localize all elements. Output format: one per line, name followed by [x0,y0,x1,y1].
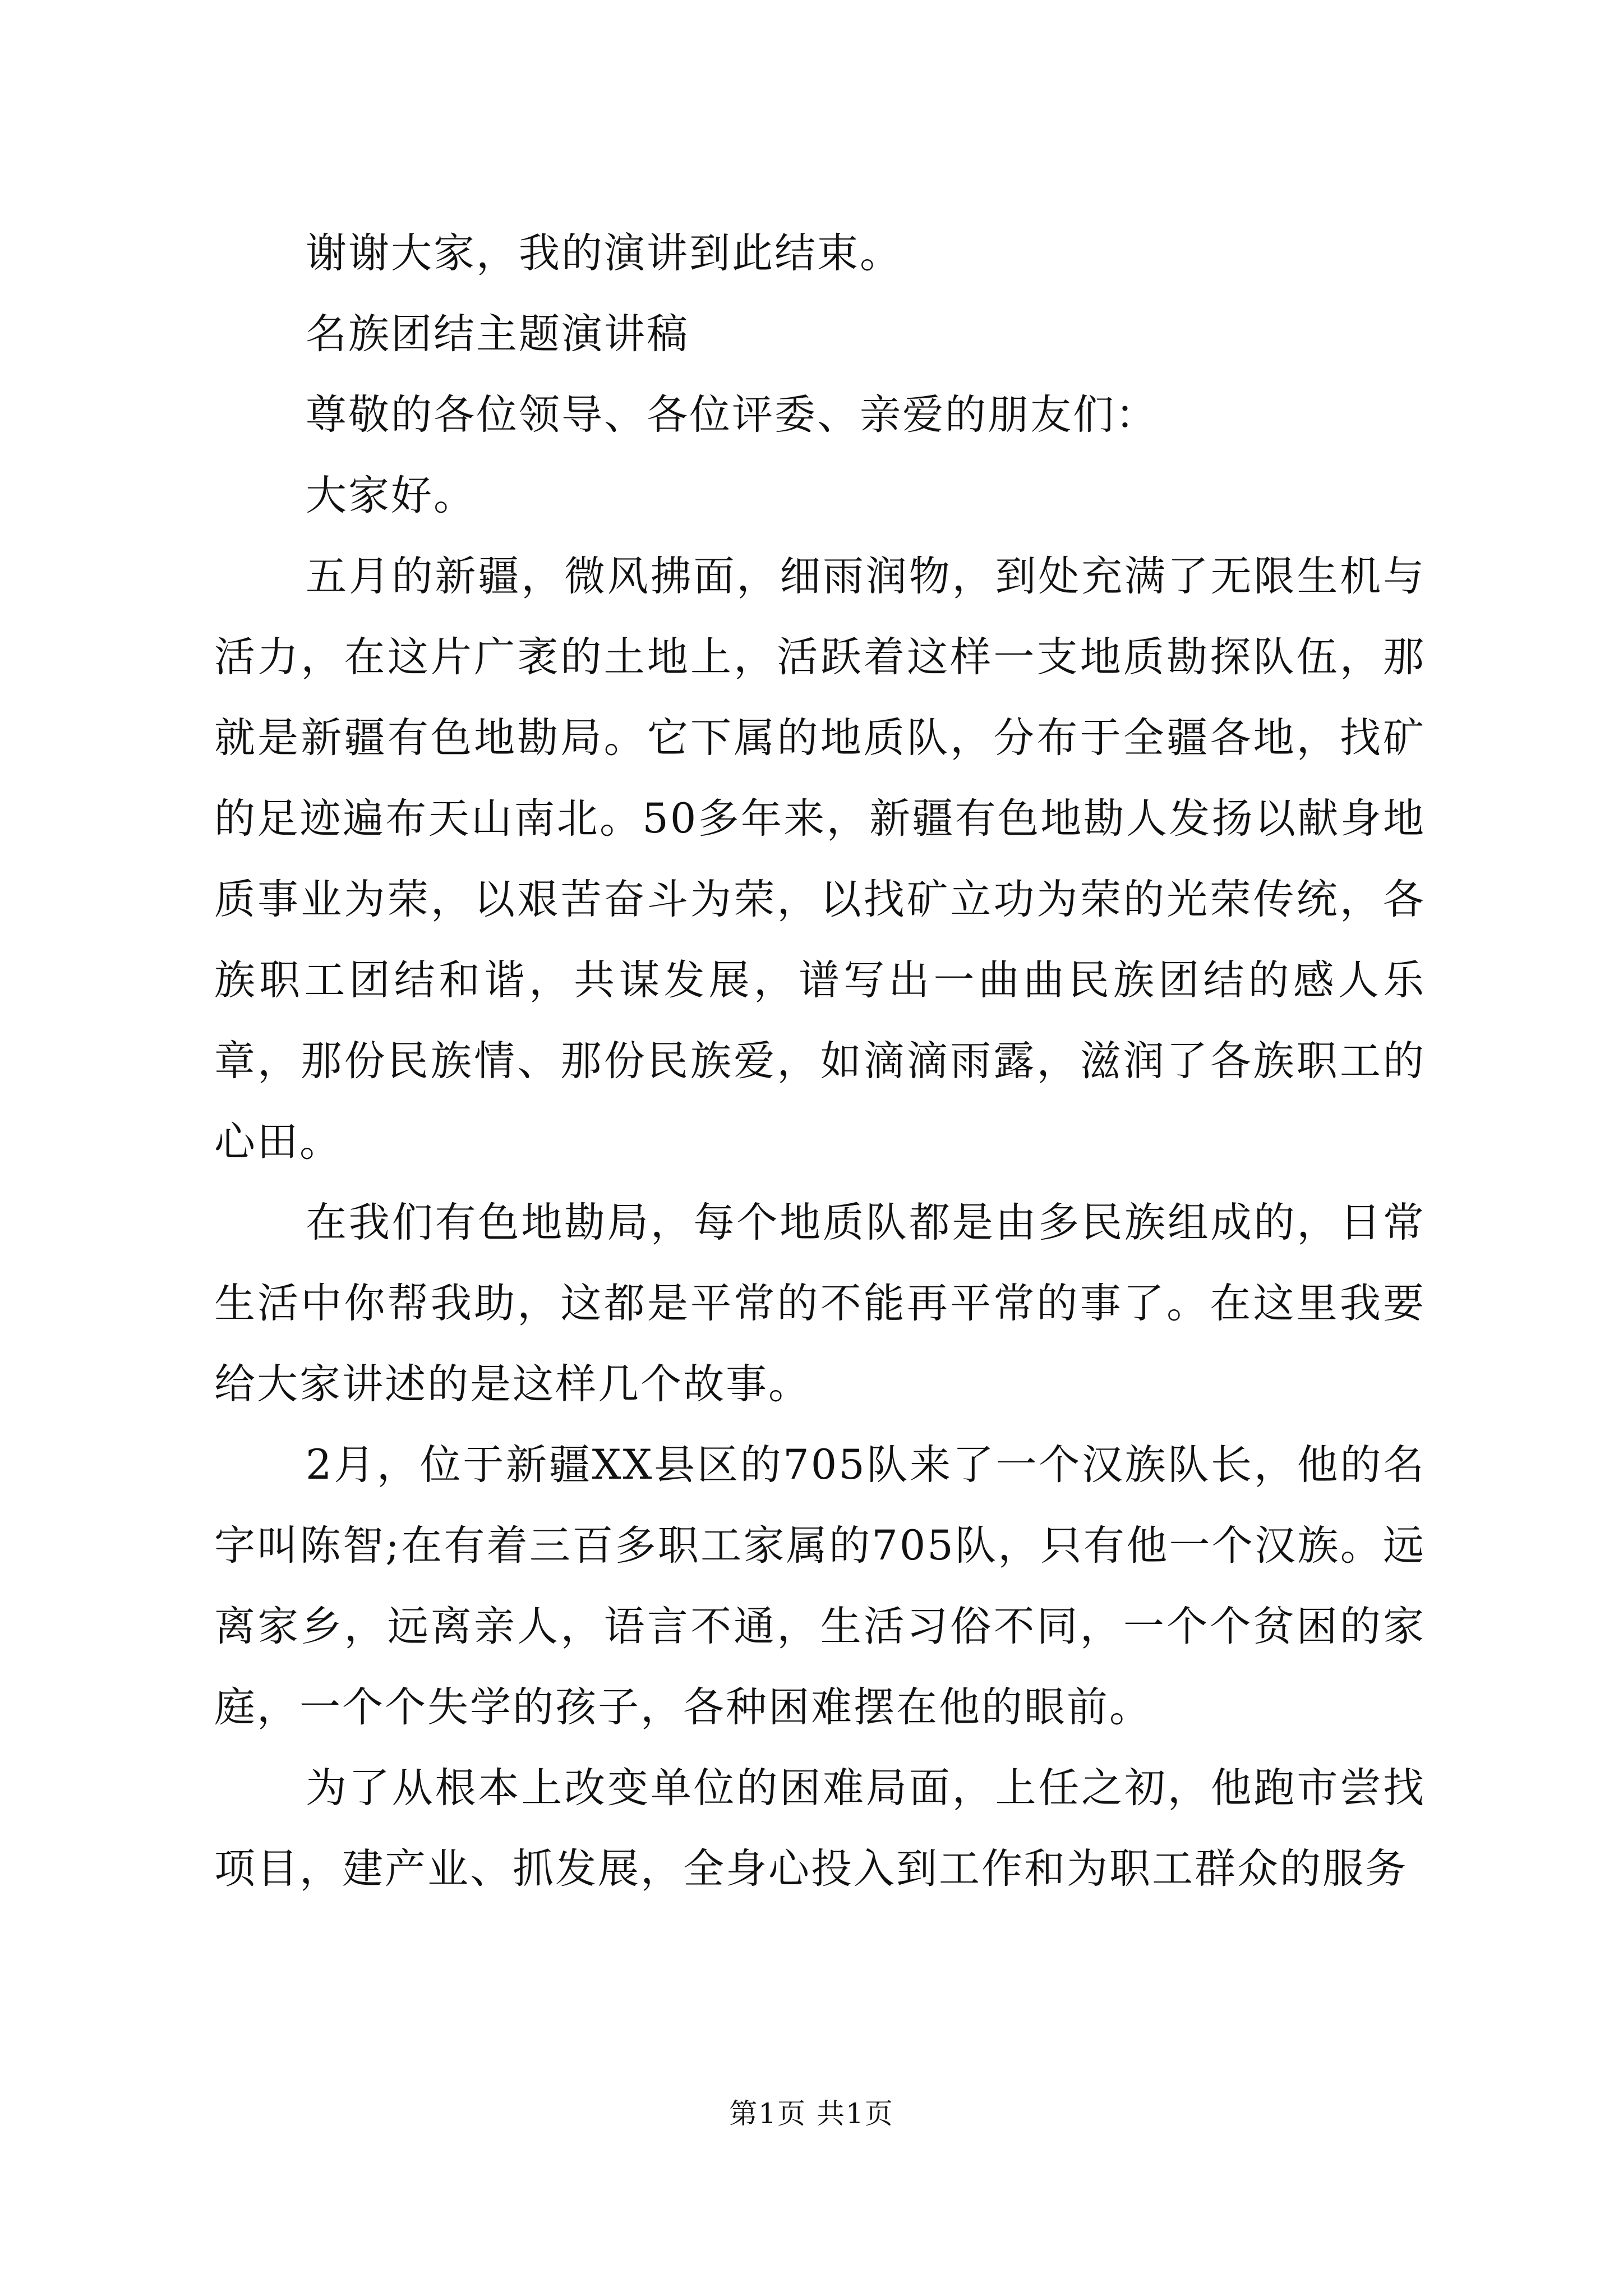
paragraph-greeting: 大家好。 [306,472,476,519]
paragraph-xinjiang: 五月的新疆，微风拂面，细雨润物，到处充满了无限生机与活力，在这片广袤的土地上，活跃着这样一支地质勘探队伍，那就是新疆有色地勘局。它下属的地质队，分布于全疆各地，找矿的足迹遍布天山南北。50多年来，新疆有色地勘人发扬以献身地质事业为荣，以艰苦奋斗为荣，以找矿立功为荣的光荣传统，各族职工团结和谐，共谋发展，谱写出一曲曲民族团结的感人乐章，那份民族情、那份民族爱，如滴滴雨露，滋润了各族职工的心田。 [214,553,1426,1166]
document-body [214,213,1426,1910]
paragraph-salutation: 尊敬的各位领导、各位评委、亲爱的朋友们： [306,391,1158,439]
paragraph-team-705: 2月，位于新疆XX县区的705队来了一个汉族队长，他的名字叫陈智;在有着三百多职工家属的705队，只有他一个汉族。远离家乡，远离亲人，语言不通，生活习俗不同，一个个贫困的家庭，一个个失学的孩子，各种困难摆在他的眼前。 [214,1441,1426,1731]
paragraph-bureau: 在我们有色地勘局，每个地质队都是由多民族组成的，日常生活中你帮我助，这都是平常的不能再平常的事了。在这里我要给大家讲述的是这样几个故事。 [214,1199,1426,1408]
paragraph-leader: 为了从根本上改变单位的困难局面，上任之初，他跑市尝找项目，建产业、抓发展，全身心投入到工作和为职工群众的服务 [214,1764,1426,1893]
paragraph-closing: 谢谢大家，我的演讲到此结束。 [306,229,902,277]
page-footer: 第1页 共1页 [729,2097,894,2130]
paragraph-title: 名族团结主题演讲稿 [306,310,689,358]
